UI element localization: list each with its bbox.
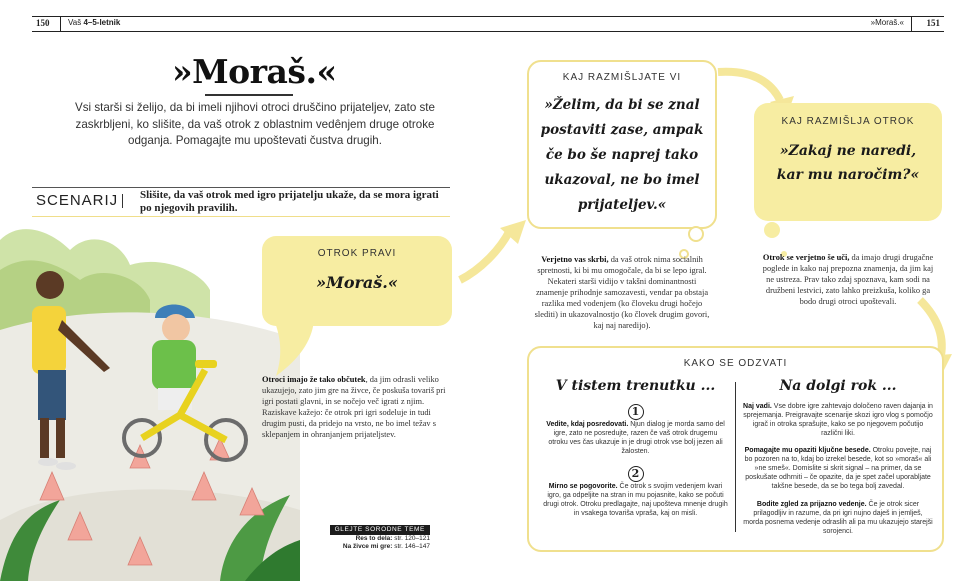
left-section-bold: 4–5-letnik [83,18,121,27]
scenario-text: Slišite, da vaš otrok med igro prijatelju ukaže, da se mora igrati po njegovih pravilih. [140,189,439,214]
child-thinks-body [758,252,938,307]
col1-step1-body: Njun dialog je morda samo del igre, zato ne posredujte, razen če vaš otrok drugemu otroku ves čas ukazuje in je drugi otrok vse bolj jezen ali žalosten. [548,421,725,455]
child-thinks-bubble [754,103,942,221]
col2-item3-body: Če je otrok sicer prilagodljiv in razume, da pri igri nujno daješ in jemlješ, morda posnema vedenje odraslih ali pa mu ukazujejo starejši sorojenci. [743,501,933,535]
col1-step2-text [543,482,728,518]
scenario-divider [122,194,123,208]
col1-step1-text [543,420,728,456]
intro-paragraph: Vsi starši si želijo, da bi imeli njihovi otroci druščino prijateljev, zato ste zaskrbljeni, ko slišite, da vaš otrok z oblastnim vedênjem druge otroke odganja. Pomagajte mu upoštevati čustva drugih. [75,101,435,147]
parent-thinks-body-text: da vaš otrok nima socialnih spretnosti, ki bi mu omogočale, da bi se lepo igral. Nekateri starši vidijo v takšni dominantnosti znamenje prihodnje samozavesti, vendar pa obstaja razlika med vodenjem (ko človeku drugi hočejo slediti) in ukazovalnostjo (ko človek drugim govori, kaj naj naredijo). [534,255,710,330]
col2-item2-bold: Pomagajte mu opaziti ključne besede. [744,447,871,454]
col2-item1-text [743,402,933,438]
column-divider [735,382,736,532]
how-to-respond-box [527,346,944,552]
col1-step1-bold: Vedite, kdaj posredovati. [546,421,629,428]
related-item-1-label: Res to dela: [355,535,393,542]
related-topics [310,525,430,551]
parent-thinks-bubble [527,60,717,229]
child-says-bubble [262,236,452,326]
left-page-number: 150 [36,18,50,28]
child-thinks-quote: »Zakaj ne naredi, kar mu naročim?« [776,143,920,183]
parent-thinks-quote: »Želim, da bi se znal postaviti zase, ampak če bo še naprej tako ukazoval, ne bo imel prijateljev.« [540,97,704,213]
right-section-title: »Moraš.« [870,18,904,27]
bubble-tail [268,320,318,378]
col2-item3-bold: Bodite zgled za prijazno vedenje. [756,501,867,508]
col1-step1-number: 1 [628,404,644,420]
parent-thinks-body-bold: Verjetno vas skrbi, [541,255,609,264]
page-title: »Moraš.« [172,52,337,91]
child-says-heading: OTROK PRAVI [317,248,397,259]
related-item-1-pages: str. 120–121 [394,535,430,542]
title-underline [205,94,293,96]
child-note [262,374,452,440]
header-divider [60,17,61,31]
col1-step1-number-wrap [543,400,728,420]
related-item-2-pages: str. 146–147 [394,543,430,550]
playground-illustration [0,210,300,581]
scenario-label: SCENARIJ [36,192,119,209]
child-note-text: , da jim odrasli veliko ukazujejo, zato jim gre na živce, če poskuša tovariš pri igri postati glavni, in se nočejo več igrati z njim. Raziskave kažejo: če otrok pri igri sodeluje in tudi drugim pusti, da pridejo na vrsto, ne bo imel težav s sklepanjem in ohranjanjem prijateljstev. [262,375,446,439]
running-header [32,16,944,32]
related-item-2[interactable] [310,543,430,551]
col1-step2-body: Če otrok s svojim vedenjem kvari igro, ga odpeljite na stran in mu pojasnite, kako se počuti drugi otrok. Otroku predlagajte, naj upošteva mnenje drugih in vsakega tovariša vpraša, kaj on misli. [543,483,728,517]
child-note-bold: Otroci imajo že tako občutek [262,375,366,384]
parent-thinks-body [532,254,712,331]
col2-item2-body: Otroku povejte, naj bo pozoren na to, kdaj bo izrekel besede, kot so »moraš« ali »ne smeš«. Domislite si skrit signal – na primer, da se poskušate odhrniti – če opazite, da je spet začel uporabljate takšne besede, da se bo tega bolj zavedal. [744,447,932,490]
header-divider [911,17,912,31]
related-item-2-label: Na živce mi gre: [342,543,393,550]
related-item-1[interactable] [310,535,430,543]
related-topics-tag: GLEJTE SORODNE TEME [330,525,430,535]
scenario-bar [32,187,450,217]
col2-item1-bold: Naj vadi. [743,403,772,410]
col1-step2-bold: Mirno se pogovorite. [548,483,618,490]
child-thinks-heading: KAJ RAZMIŠLJA OTROK [781,116,915,127]
col2-item3-text [743,500,933,536]
col2-title: Na dolgi rok ... [779,378,897,394]
left-section-prefix: Vaš [68,18,82,27]
col2-item2-text [743,446,933,491]
child-thinks-body-text: da imajo drugi drugačne poglede in kako naj prepozna znamenja, da jim kaj ne ustreza. Prav tako zdaj spoznava, kam sodi na družbeni lestvici, zato lahko preizkuša, koliko ga bodo drugi otroci upoštevali. [762,253,934,306]
how-to-respond-heading: KAKO SE ODZVATI [683,358,788,369]
col1-step2-number: 2 [628,466,644,482]
col1-title: V tistem trenutku ... [555,378,716,394]
child-says-quote: »Moraš.« [316,273,398,292]
col1-step2-number-wrap [543,462,728,482]
right-page-number: 151 [926,18,940,28]
left-section-title [68,17,120,29]
child-thinks-body-bold: Otrok se verjetno še uči, [762,253,850,262]
col2-item1-body: Vse dobre igre zahtevajo določeno raven dajanja in sprejemanja. Preigravajte scenarije skozi igro vlog s pomočjo igrač in otroka sprašujte, kako se po njegovem počutijo različni liki. [743,403,933,437]
parent-thinks-heading: KAJ RAZMIŠLJATE VI [562,72,682,83]
